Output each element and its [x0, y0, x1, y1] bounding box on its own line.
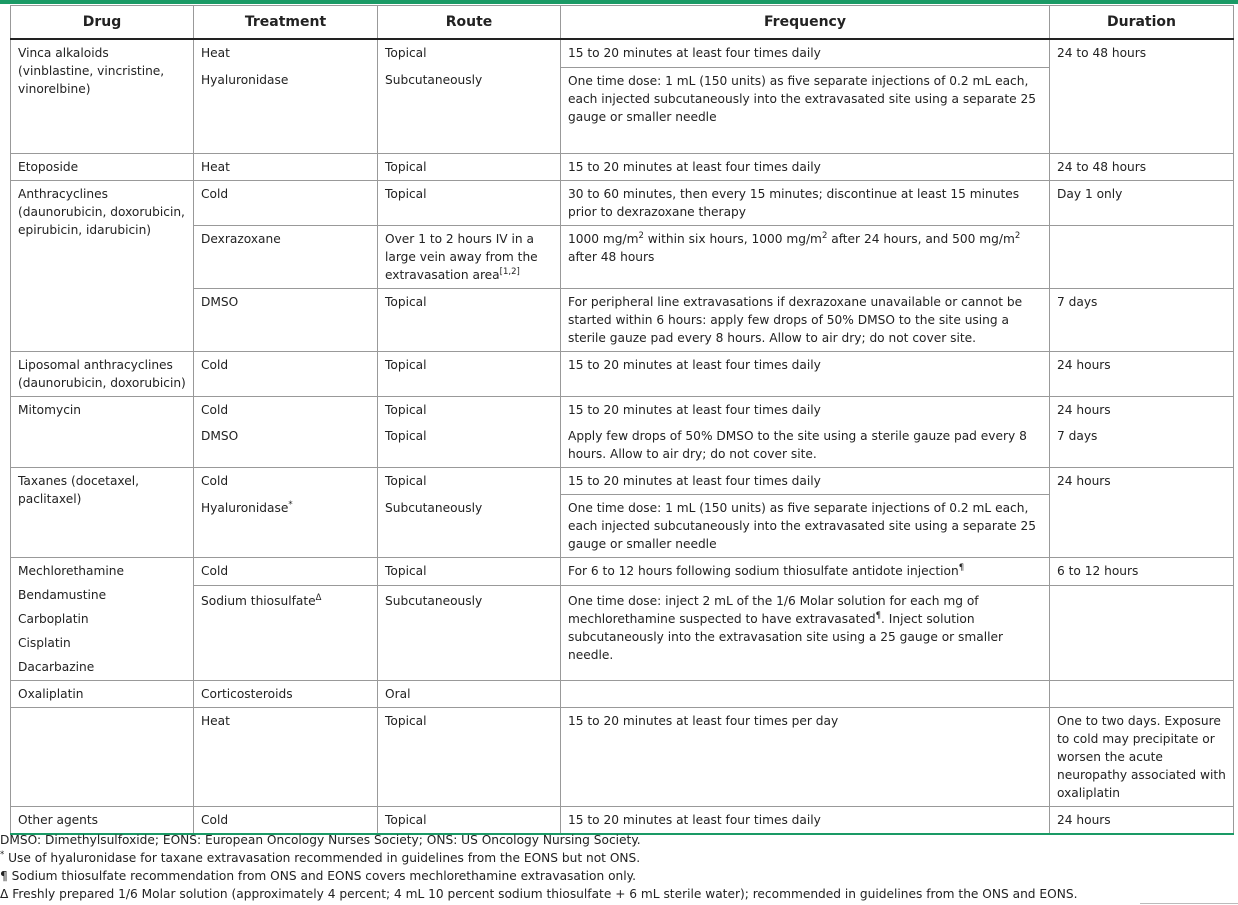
treatment-text: Hyaluronidase: [201, 500, 289, 515]
treatment-cell: Heat: [194, 153, 378, 180]
frequency-cell: 15 to 20 minutes at least four times per day: [561, 708, 1050, 807]
superscript: 2: [1014, 230, 1021, 241]
footnote-star: [0, 849, 1238, 867]
duration-cell: 7 days: [1050, 288, 1234, 351]
table-row: [11, 585, 1234, 680]
frequency-cell: Apply few drops of 50% DMSO to the site using a sterile gauze pad every 8 hours. Allow to air dry; do not cover site.: [561, 423, 1050, 468]
footnote-text: Freshly prepared 1/6 Molar solution (approximately 4 percent; 4 mL 10 percent sodium thiosulfate + 6 mL sterile water); recommended in guidelines from the ONS and EONS.: [8, 887, 1078, 901]
treatment-cell: Cold: [194, 396, 378, 423]
footnote-mark: *: [288, 499, 293, 510]
header-frequency: Frequency: [561, 6, 1050, 40]
treatment-cell: Cold: [194, 351, 378, 396]
duration-cell: 24 to 48 hours: [1050, 39, 1234, 153]
header-route: Route: [378, 6, 561, 40]
footnote-mark: Δ: [0, 887, 9, 901]
treatment-cell: Corticosteroids: [194, 681, 378, 708]
route-cell: Topical: [378, 468, 561, 495]
table-row: [11, 807, 1234, 835]
frequency-text: For 6 to 12 hours following sodium thiosulfate antidote injection: [568, 564, 959, 578]
drug-cell: Anthracyclines (daunorubicin, doxorubicin, epirubicin, idarubicin): [11, 180, 194, 351]
treatment-text: Sodium thiosulfate: [201, 593, 316, 608]
footnote-text: Sodium thiosulfate recommendation from ONS and EONS covers mechlorethamine extravasation only.: [7, 869, 637, 883]
route-cell: Topical: [378, 180, 561, 225]
duration-cell: [1050, 225, 1234, 288]
reference-link[interactable]: [1,2]: [499, 266, 520, 277]
header-duration: Duration: [1050, 6, 1234, 40]
drug-cell: Etoposide: [11, 153, 194, 180]
treatment-cell: DMSO: [194, 288, 378, 351]
footnote-delta: [0, 885, 1238, 903]
frequency-text: . Inject solution subcutaneously into the extravasation site using a 25 gauge or smaller needle.: [568, 611, 1004, 662]
footnote-mark: ¶: [875, 610, 882, 621]
drug-cell: Taxanes (docetaxel, paclitaxel): [11, 468, 194, 558]
drug-cell: Liposomal anthracyclines (daunorubicin, doxorubicin): [11, 351, 194, 396]
duration-cell: 24 hours: [1050, 468, 1234, 495]
footnote-text: Use of hyaluronidase for taxane extravasation recommended in guidelines from the EONS but not ONS.: [4, 851, 641, 865]
superscript: 2: [638, 230, 644, 241]
drug-cell: [11, 558, 194, 681]
frequency-cell: 15 to 20 minutes at least four times daily: [561, 351, 1050, 396]
drug-cell: [11, 708, 194, 807]
treatment-cell: Cold: [194, 558, 378, 586]
frequency-cell: 15 to 20 minutes at least four times daily: [561, 396, 1050, 423]
table-row: [11, 423, 1234, 468]
footnote-mark: *: [0, 849, 5, 860]
treatment-cell: Heat: [194, 39, 378, 67]
header-drug: Drug: [11, 6, 194, 40]
route-cell: Topical: [378, 351, 561, 396]
header-row: [11, 6, 1234, 40]
footnote-pilcrow: [0, 867, 1238, 885]
dose-text: within six hours, 1000 mg/m: [643, 231, 822, 246]
duration-cell: 24 hours: [1050, 396, 1234, 423]
duration-cell: 7 days: [1050, 423, 1234, 468]
dose-text: after 24 hours, and 500 mg/m: [827, 231, 1015, 246]
route-cell: Topical: [378, 423, 561, 468]
table-row: [11, 681, 1234, 708]
treatment-cell: Cold: [194, 807, 378, 835]
route-cell: [378, 225, 561, 288]
top-accent-bar: [0, 0, 1238, 4]
route-cell: Subcutaneously: [378, 67, 561, 153]
route-cell: Topical: [378, 288, 561, 351]
route-cell: Topical: [378, 39, 561, 67]
frequency-cell: [561, 225, 1050, 288]
treatment-cell: DMSO: [194, 423, 378, 468]
table-row: [11, 708, 1234, 807]
table-row: [11, 558, 1234, 586]
drug-name: Mechlorethamine: [18, 564, 124, 578]
duration-cell: 6 to 12 hours: [1050, 558, 1234, 586]
drug-cell: Mitomycin: [11, 396, 194, 468]
frequency-cell: [561, 681, 1050, 708]
duration-cell: Day 1 only: [1050, 180, 1234, 225]
header-treatment: Treatment: [194, 6, 378, 40]
frequency-cell: One time dose: 1 mL (150 units) as five separate injections of 0.2 mL each, each injected subcutaneously into the extravasated site using a separate 25 gauge or smaller needle: [561, 495, 1050, 558]
frequency-cell: 15 to 20 minutes at least four times daily: [561, 468, 1050, 495]
drug-name: Cisplatin: [18, 636, 71, 650]
treatment-cell: Heat: [194, 708, 378, 807]
drug-name: Carboplatin: [18, 612, 89, 626]
drug-name: Dacarbazine: [18, 660, 95, 674]
frequency-cell: 15 to 20 minutes at least four times daily: [561, 807, 1050, 835]
table-row: [11, 396, 1234, 423]
extravasation-treatment-table: [10, 5, 1234, 835]
duration-cell: [1050, 681, 1234, 708]
duration-cell: [1050, 495, 1234, 558]
table-row: [11, 495, 1234, 558]
frequency-cell: [561, 558, 1050, 586]
footnote-mark: ¶: [958, 562, 965, 573]
route-cell: Oral: [378, 681, 561, 708]
footnote-mark: Δ: [315, 592, 322, 603]
frequency-cell: 30 to 60 minutes, then every 15 minutes; discontinue at least 15 minutes prior to dexrazoxane therapy: [561, 180, 1050, 225]
table-row: [11, 153, 1234, 180]
table-row: [11, 180, 1234, 225]
treatment-cell: Cold: [194, 468, 378, 495]
route-cell: Subcutaneously: [378, 495, 561, 558]
treatment-cell: [194, 585, 378, 680]
table-row: [11, 288, 1234, 351]
frequency-text: One time dose: inject 2 mL of the 1/6 Molar solution for each mg of mechlorethamine suspected to have extravasated: [568, 593, 979, 626]
duration-cell: One to two days. Exposure to cold may precipitate or worsen the acute neuropathy associated with oxaliplatin: [1050, 708, 1234, 807]
drug-name: Bendamustine: [18, 588, 107, 602]
route-cell: Topical: [378, 396, 561, 423]
dose-text: 1000 mg/m: [568, 231, 639, 246]
table-row: [11, 39, 1234, 67]
footnotes: [0, 831, 1238, 903]
drug-cell: Oxaliplatin: [11, 681, 194, 708]
treatment-cell: Cold: [194, 180, 378, 225]
duration-cell: 24 hours: [1050, 351, 1234, 396]
duration-cell: [1050, 585, 1234, 680]
footnote-mark: ¶: [0, 869, 8, 883]
duration-cell: 24 to 48 hours: [1050, 153, 1234, 180]
frequency-cell: 15 to 20 minutes at least four times daily: [561, 39, 1050, 67]
route-cell: Topical: [378, 153, 561, 180]
route-cell: Topical: [378, 708, 561, 807]
frequency-cell: For peripheral line extravasations if dexrazoxane unavailable or cannot be started within 6 hours: apply few drops of 50% DMSO to the site using a sterile gauze pad every 8 hours. Allow to air dry; do not cover site.: [561, 288, 1050, 351]
treatment-cell: Dexrazoxane: [194, 225, 378, 288]
treatment-cell: [194, 495, 378, 558]
frequency-cell: 15 to 20 minutes at least four times daily: [561, 153, 1050, 180]
route-cell: Subcutaneously: [378, 585, 561, 680]
drug-cell: Vinca alkaloids (vinblastine, vincristine, vinorelbine): [11, 39, 194, 153]
footnote-abbreviations: DMSO: Dimethylsulfoxide; EONS: European Oncology Nurses Society; ONS: US Oncology Nursing Society.: [0, 833, 641, 847]
route-text: Over 1 to 2 hours IV in a large vein away from the extravasation area: [385, 231, 538, 282]
duration-cell: 24 hours: [1050, 807, 1234, 835]
frequency-cell: [561, 585, 1050, 680]
treatment-cell: Hyaluronidase: [194, 67, 378, 153]
route-cell: Topical: [378, 807, 561, 835]
table-row: [11, 351, 1234, 396]
superscript: 2: [821, 230, 828, 241]
divider: [1140, 903, 1238, 904]
dose-text: after 48 hours: [568, 249, 655, 264]
table-row: [11, 468, 1234, 495]
table-row: [11, 225, 1234, 288]
frequency-cell: One time dose: 1 mL (150 units) as five separate injections of 0.2 mL each, each injected subcutaneously into the extravasated site using a separate 25 gauge or smaller needle: [561, 67, 1050, 153]
route-cell: Topical: [378, 558, 561, 586]
drug-cell: Other agents: [11, 807, 194, 835]
